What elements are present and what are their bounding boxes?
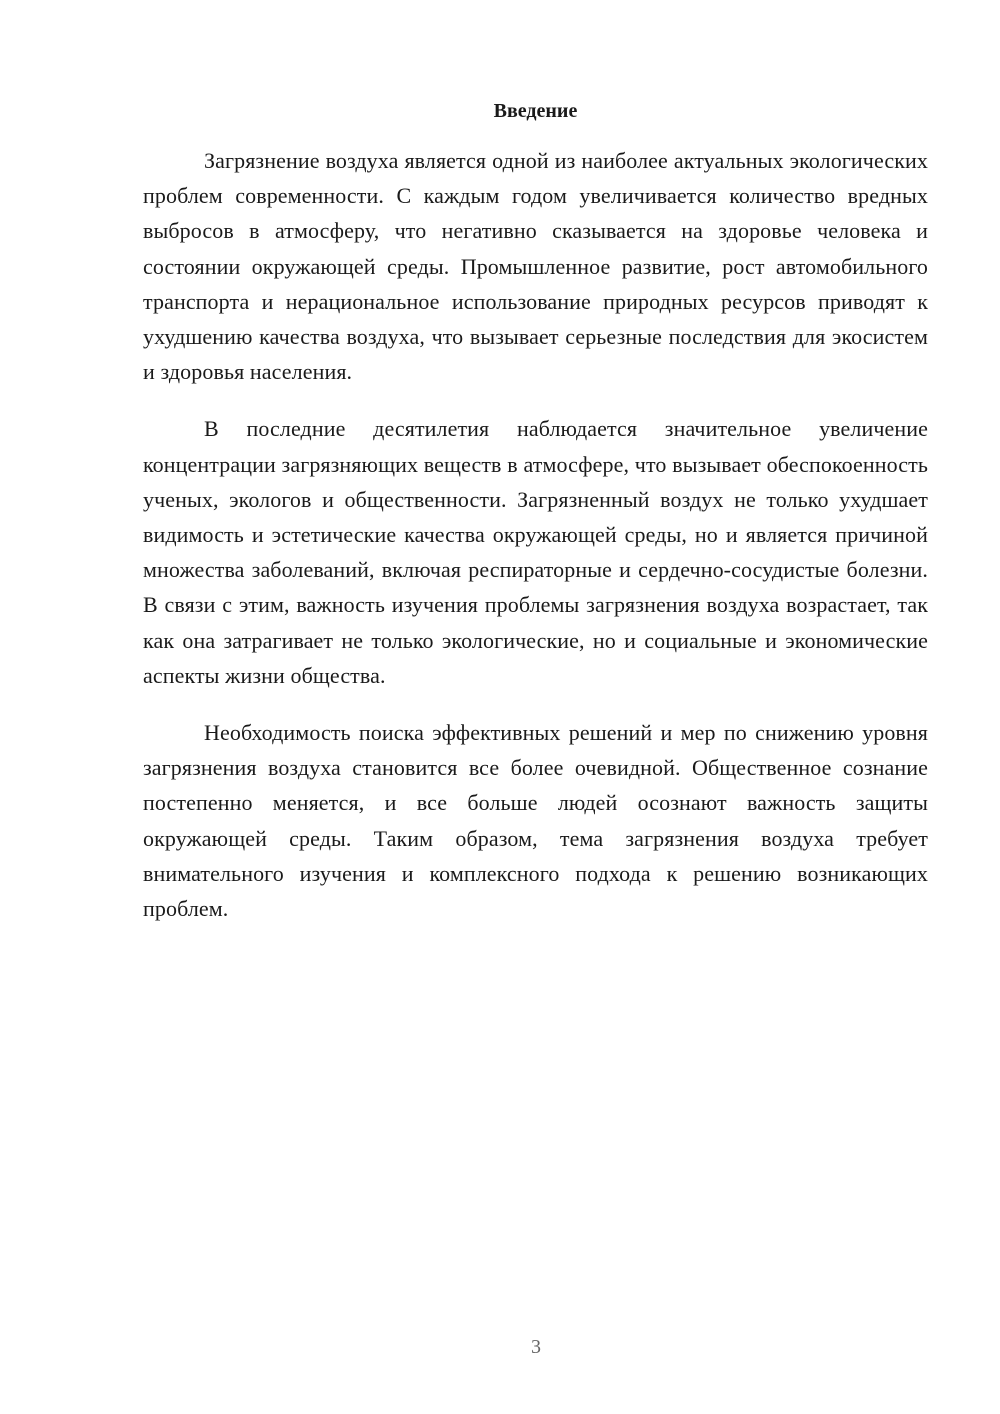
- document-body: [143, 143, 928, 948]
- paragraph: В последние десятилетия наблюдается значительное увеличение концентрации загрязняющих веществ в атмосфере, что вызывает обеспокоенность ученых, экологов и общественности. Загрязненный воздух не только ухудшает видимость и эстетические качества окружающей среды, но и является причиной множества заболеваний, включая респираторные и сердечно-сосудистые болезни. В связи с этим, важность изучения проблемы загрязнения воздуха возрастает, так как она затрагивает не только экологические, но и социальные и экономические аспекты жизни общества.: [143, 416, 928, 688]
- page-number: 3: [531, 1336, 541, 1358]
- paragraph: Необходимость поиска эффективных решений и мер по снижению уровня загрязнения воздуха становится все более очевидной. Общественное сознание постепенно меняется, и все больше людей осознают важность защиты окружающей среды. Таким образом, тема загрязнения воздуха требует внимательного изучения и комплексного подхода к решению возникающих проблем.: [143, 720, 928, 922]
- section-heading: Введение: [493, 100, 578, 122]
- paragraph: Загрязнение воздуха является одной из наиболее актуальных экологических проблем современности. С каждым годом увеличивается количество вредных выбросов в атмосферу, что негативно сказывается на здоровье человека и состоянии окружающей среды. Промышленное развитие, рост автомобильного транспорта и нерациональное использование природных ресурсов приводят к ухудшению качества воздуха, что вызывает серьезные последствия для экосистем и здоровья населения.: [143, 148, 928, 385]
